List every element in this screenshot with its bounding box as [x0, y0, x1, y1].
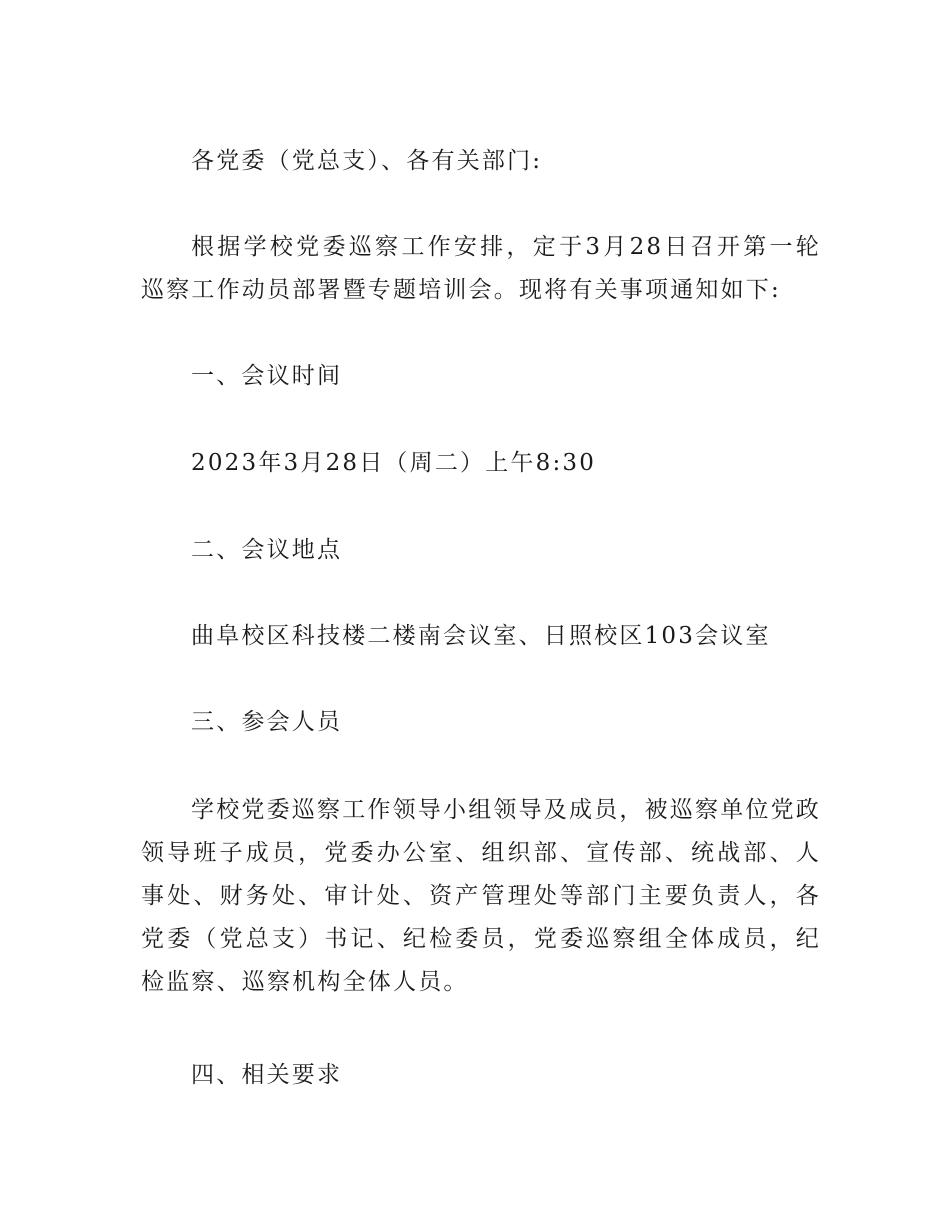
section-heading-time: 一、会议时间 — [191, 363, 343, 389]
salutation: 各党委（党总支）、各有关部门: — [191, 148, 543, 174]
section-heading-attendees: 三、参会人员 — [191, 709, 343, 735]
section-body-place: 曲阜校区科技楼二楼南会议室、日照校区103会议室 — [191, 623, 771, 649]
section-heading-requirements: 四、相关要求 — [191, 1062, 343, 1088]
section-body-time: 2023年3月28日（周二）上午8:30 — [191, 450, 597, 476]
section-heading-place: 二、会议地点 — [191, 537, 343, 563]
intro-paragraph: 根据学校党委巡察工作安排，定于3月28日召开第一轮巡察工作动员部署暨专题培训会。现将有关事项通知如下: — [141, 234, 821, 303]
section-body-attendees: 学校党委巡察工作领导小组领导及成员，被巡察单位党政领导班子成员，党委办公室、组织部、宣传部、统战部、人事处、财务处、审计处、资产管理处等部门主要负责人，各党委（党总支）书记、纪检委员，党委巡察组全体成员，纪检监察、巡察机构全体人员。 — [141, 797, 821, 995]
